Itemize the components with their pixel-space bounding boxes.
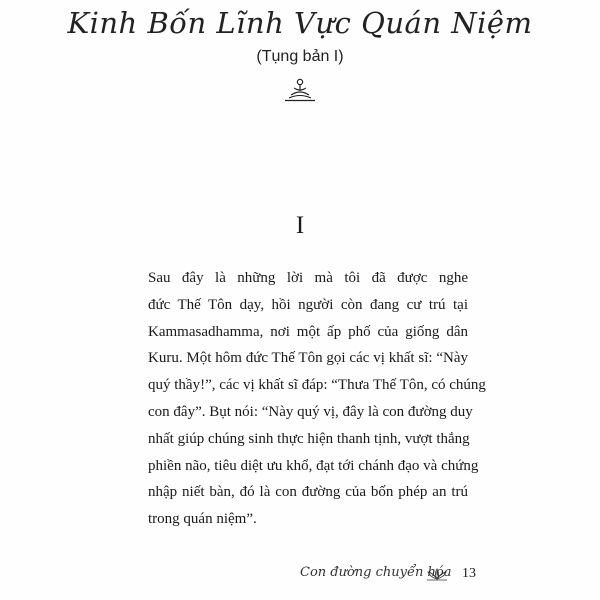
paragraph-line: phiền não, tiêu diệt ưu khổ, đạt tới chánh đạo và chứng [148,457,479,474]
meditating-figure-icon [282,78,318,102]
paragraph-line: trong quán niệm”. [148,511,257,528]
paragraph-line: nhất giúp chúng sinh thực hiện thanh tịnh, vượt thắng [148,430,470,447]
page-title: Kinh Bốn Lĩnh Vực Quán Niệm [67,6,533,40]
page-number: 13 [462,566,476,581]
paragraph-line: con đây”. Bụt nói: “Này quý vị, đây là con đường duy [148,403,473,420]
page-subtitle: (Tụng bản I) [256,48,344,65]
lotus-icon [425,566,449,582]
paragraph-line: quý thầy!”, các vị khất sĩ đáp: “Thưa Thế Tôn, có chúng [148,377,486,394]
footer-book-title: Con đường chuyển hóa [300,565,452,580]
chapter-numeral: I [295,212,305,239]
paragraph-line: nhập niết bàn, đó là con đường của bốn phép an trú [148,484,468,501]
paragraph-line: Sau đây là những lời mà tôi đã được nghe [148,270,468,286]
body-paragraph [148,265,486,533]
paragraph-line: Kammasadhamma, nơi một ấp phố của giống dân [148,323,468,340]
paragraph-line: Kuru. Một hôm đức Thế Tôn gọi các vị khất sĩ: “Này [148,350,468,367]
paragraph-line: đức Thế Tôn dạy, hồi người còn đang cư trú tại [148,296,468,313]
